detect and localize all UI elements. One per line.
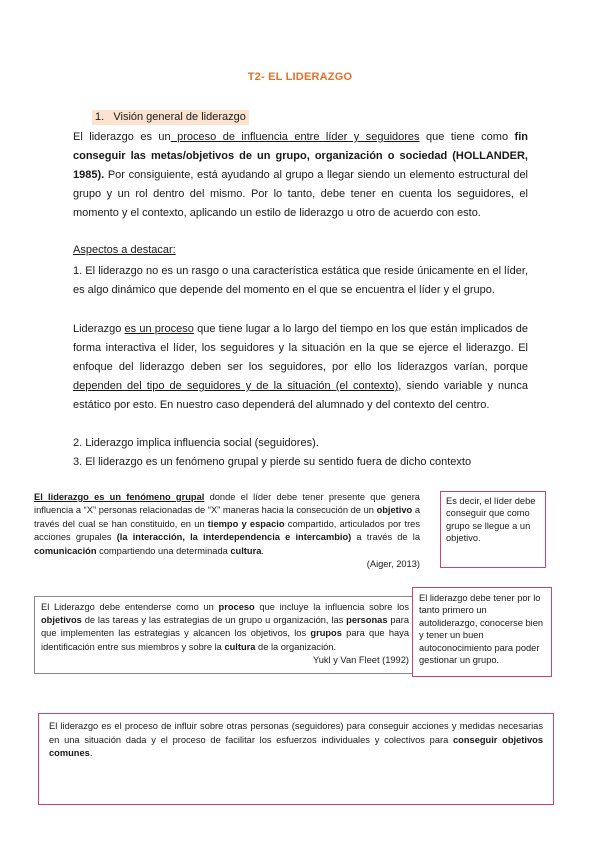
quote-bold: objetivos (41, 615, 82, 626)
quote-bold: tiempo y espacio (207, 518, 285, 529)
definition-box (38, 713, 554, 805)
quote-text-run: compartido, articulados por tres acciones grupales (34, 518, 420, 543)
quote-bold: objetivo (376, 505, 413, 516)
quote-bold: personas (346, 615, 388, 626)
aspect-item-2: 2. Liderazgo implica influencia social (seguidores). (73, 437, 319, 449)
aspect-item-3: 3. El liderazgo es un fenómeno grupal y pierde su sentido fuera de dicho contexto (73, 456, 472, 468)
quote-text-run: que incluye la influencia sobre los (254, 602, 409, 612)
quote-text-run: a través de la (351, 532, 420, 543)
definition-text: . (89, 748, 93, 758)
process-text: Liderazgo (73, 323, 125, 335)
aspects-heading: Aspectos a destacar: (73, 244, 176, 256)
process-underlined: es un proceso (124, 323, 194, 335)
definition-bold: conseguir objetivos comunes (49, 734, 543, 758)
quote-text-run: de la organización. (255, 641, 337, 652)
quote-text (34, 491, 420, 558)
aspect-item-1: 1. El liderazgo no es un rasgo o una característica estática que reside únicamente en el líder, es algo dinámico que depende del momento en el que se encuentra el líder y el grupo. (73, 265, 528, 296)
process-underlined: dependen del tipo de seguidores y de la situación (el contexto) (73, 380, 399, 392)
section-number: 1. (95, 111, 105, 123)
section-heading (92, 110, 249, 125)
process-paragraph (73, 320, 528, 415)
intro-underlined: proceso de influencia entre líder y seguidores (170, 131, 420, 143)
quote-bold: cultura (224, 641, 256, 652)
intro-text: El liderazgo es un (73, 131, 171, 143)
quote-text (41, 601, 409, 654)
quote-citation: (Aiger, 2013) (366, 559, 420, 570)
aspect-items (73, 434, 471, 472)
quote-aiger (34, 491, 420, 571)
quote-text-run: a través del cual se han constituido, en un (34, 505, 420, 529)
quote-bold: El liderazgo es un fenómeno grupal (34, 492, 205, 502)
quote-text-run: de las tareas y las estrategias de un grupo u organización, las (81, 615, 347, 626)
quote-bold: proceso (218, 602, 255, 612)
quote-bold: cultura (230, 545, 262, 556)
quote-citation: Yukl y Van Fleet (1992) (313, 654, 409, 665)
quote-bold: grupos (310, 628, 342, 639)
intro-text: Por consiguiente, está ayudando al grupo a llegar siendo un elemento estructural del grupo y un rol dentro del mismo. Por lo tanto, debe tener en cuenta los seguidores, el momento y el contexto, aplicando un estilo de liderazgo u otro de acuerdo con esto. (73, 169, 528, 219)
quote-text-run: . (261, 545, 264, 556)
intro-bold: fin conseguir las metas/objetivos de un grupo, organización o sociedad (HOLLANDER, 1985). (73, 131, 528, 181)
quote-text-run: compartiendo una determinada (96, 545, 231, 556)
definition-text: El liderazgo es el proceso de influir sobre otras personas (seguidores) para conseguir acciones y medidas necesarias en una situación dada y el proceso de facilitar los esfuerzos individuales y colectivos para (49, 721, 543, 745)
sticky-note: Es decir, el líder debe conseguir que como grupo se llegue a un objetivo. (440, 491, 546, 568)
quote-text-run: para que haya identificación entre sus miembros y sobre la (41, 628, 409, 652)
process-text: que tiene lugar a lo largo del tiempo en los que están implicados de forma interactiva el líder, los seguidores y la situación en la que se ejerce el liderazgo. El enfoque del liderazgo deben ser los seguidores, por ello los liderazgos varían, porque (73, 323, 528, 373)
quote-bold: (la interacción, la interdependencia e intercambio) (116, 532, 352, 543)
quote-text-run: El Liderazgo debe entenderse como un (41, 602, 219, 612)
quote-text-run: donde el líder debe tener presente que genera influencia a “X” personas relacionadas de “X” maneras hacia la consecución de un (34, 492, 420, 516)
quote-text-run: para que implementen las estrategias y alcancen los objetivos, los (41, 615, 409, 639)
process-text: , siendo variable y nunca estático por esto. En nuestro caso dependerá del alumnado y del contexto del centro. (73, 380, 528, 411)
page-title: T2- EL LIDERAZGO (247, 71, 353, 83)
intro-paragraph (73, 128, 528, 223)
sticky-note: El liderazgo debe tener por lo tanto primero un autoliderazgo, conocerse bien y tener un buen autoconocimiento para poder gestionar un grupo. (412, 587, 552, 677)
quote-yukl (34, 596, 416, 674)
quote-bold: comunicación (34, 545, 97, 556)
intro-text: que tiene como (419, 131, 515, 143)
section-label: Visión general de liderazgo (113, 111, 246, 123)
